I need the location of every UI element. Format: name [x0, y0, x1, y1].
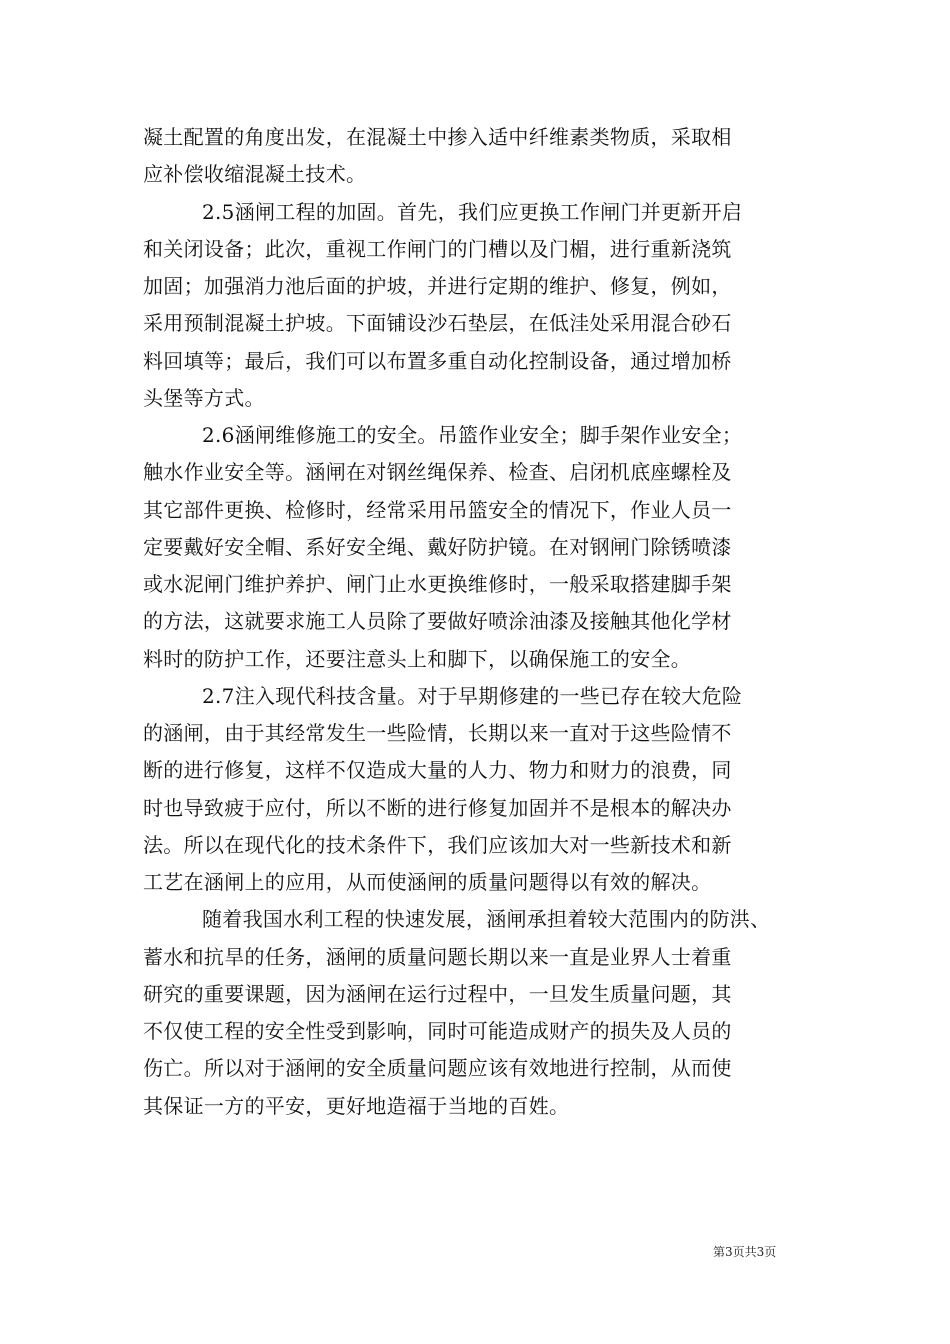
text-line: 其它部件更换、检修时，经常采用吊篮安全的情况下，作业人员一 [143, 497, 732, 522]
text-line: 2.6涵闸维修施工的安全。吊篮作业安全；脚手架作业安全； [202, 423, 743, 447]
text-line: 应补偿收缩混凝土技术。 [143, 162, 367, 187]
text-line: 触水作业安全等。涵闸在对钢丝绳保养、检查、启闭机底座螺栓及 [143, 460, 732, 485]
text-line: 伤亡。所以对于涵闸的安全质量问题应该有效地进行控制，从而使 [143, 1056, 732, 1081]
text-line: 料回填等；最后，我们可以布置多重自动化控制设备，通过增加桥 [143, 348, 732, 373]
paragraph-section-2-6 [143, 417, 815, 678]
text-line: 时也导致疲于应付，所以不断的进行修复加固并不是根本的解决办 [143, 795, 732, 820]
body-text [143, 119, 815, 1125]
paragraph-continuation [143, 119, 815, 194]
text-line: 和关闭设备；此次，重视工作闸门的门槽以及门楣，进行重新浇筑 [143, 236, 732, 261]
text-line: 2.7注入现代科技含量。对于早期修建的一些已存在较大危险 [202, 683, 743, 708]
text-line: 其保证一方的平安，更好地造福于当地的百姓。 [143, 1093, 570, 1118]
text-line: 的涵闸，由于其经常发生一些险情，长期以来一直对于这些险情不 [143, 721, 732, 745]
text-line: 工艺在涵闸上的应用，从而使涵闸的质量问题得以有效的解决。 [143, 870, 712, 894]
paragraph-section-2-5 [143, 194, 815, 418]
text-line: 不仅使工程的安全性受到影响，同时可能造成财产的损失及人员的 [143, 1019, 732, 1043]
text-line: 研究的重要课题，因为涵闸在运行过程中，一旦发生质量问题，其 [143, 981, 732, 1006]
text-line: 断的进行修复，这样不仅造成大量的人力、物力和财力的浪费，同 [143, 758, 732, 783]
text-line: 随着我国水利工程的快速发展，涵闸承担着较大范围内的防洪、 [202, 907, 771, 932]
text-line: 采用预制混凝土护坡。下面铺设沙石垫层，在低洼处采用混合砂石 [143, 311, 732, 336]
text-line: 或水泥闸门维护养护、闸门止水更换维修时，一般采取搭建脚手架 [143, 572, 732, 596]
text-line: 法。所以在现代化的技术条件下，我们应该加大对一些新技术和新 [143, 832, 732, 857]
paragraph-section-2-7 [143, 678, 815, 902]
text-line: 定要戴好安全帽、系好安全绳、戴好防护镜。在对钢闸门除锈喷漆 [143, 534, 732, 559]
text-line: 料时的防护工作，还要注意头上和脚下，以确保施工的安全。 [143, 646, 692, 671]
text-line: 加固；加强消力池后面的护坡，并进行定期的维护、修复，例如， [143, 274, 732, 298]
text-line: 头堡等方式。 [143, 385, 265, 410]
text-line: 蓄水和抗旱的任务，涵闸的质量问题长期以来一直是业界人士着重 [143, 944, 732, 969]
text-line: 凝土配置的角度出发，在混凝土中掺入适中纤维素类物质，采取相 [143, 125, 732, 149]
text-line: 2.5涵闸工程的加固。首先，我们应更换工作闸门并更新开启 [202, 199, 743, 224]
page-number-footer: 第3页共3页 [713, 1245, 777, 1259]
paragraph-conclusion [143, 901, 815, 1125]
text-line: 的方法，这就要求施工人员除了要做好喷涂油漆及接触其他化学材 [143, 609, 732, 634]
